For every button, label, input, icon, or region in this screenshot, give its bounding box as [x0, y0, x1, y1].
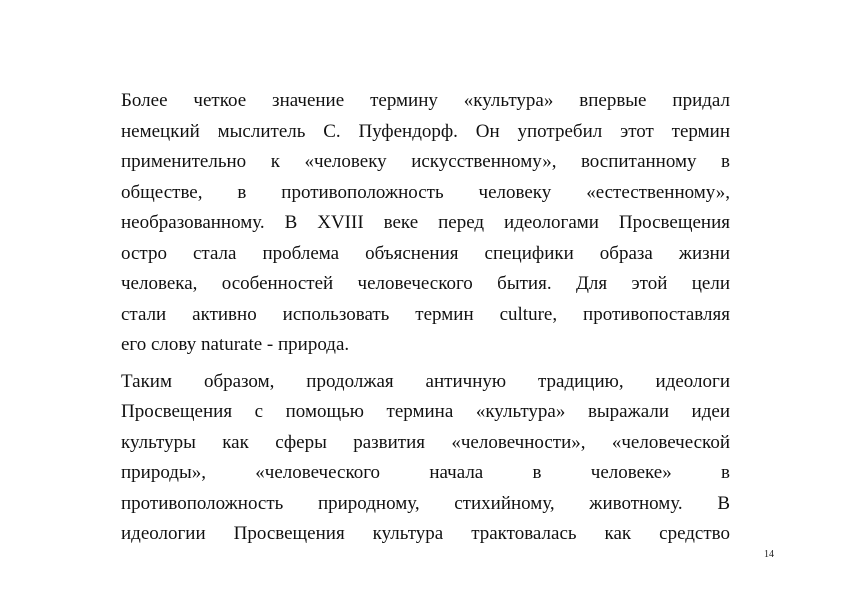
text-line: человека, особенностей человеческого бытия. Для этой цели — [121, 273, 730, 294]
body-text — [121, 86, 730, 550]
paragraph-1 — [121, 86, 730, 361]
text-line: необразованному. В XVIII веке перед идеологами Просвещения — [121, 212, 730, 233]
paragraph-2 — [121, 367, 730, 550]
text-line: применительно к «человеку искусственному», воспитанному в — [121, 151, 730, 172]
text-line: Просвещения с помощью термина «культура» выражали идеи — [121, 401, 730, 422]
text-line: обществе, в противоположность человеку «естественному», — [121, 181, 730, 203]
text-line: природы», «человеческого начала в человеке» в — [121, 462, 730, 483]
text-line: стали активно использовать термин culture, противопоставляя — [121, 303, 730, 325]
text-line: культуры как сферы развития «человечности», «человеческой — [121, 431, 730, 453]
text-line: немецкий мыслитель С. Пуфендорф. Он употребил этот термин — [121, 120, 730, 142]
text-line: Таким образом, продолжая античную традицию, идеологи — [121, 370, 730, 392]
text-line: его слову naturate - природа. — [121, 334, 350, 355]
text-line: Более четкое значение термину «культура» впервые придал — [121, 90, 730, 111]
text-line: остро стала проблема объяснения специфики образа жизни — [121, 242, 730, 264]
page-number: 14 — [764, 549, 774, 560]
text-line: идеологии Просвещения культура трактовалась как средство — [121, 523, 730, 544]
text-line: противоположность природному, стихийному, животному. В — [121, 492, 730, 514]
